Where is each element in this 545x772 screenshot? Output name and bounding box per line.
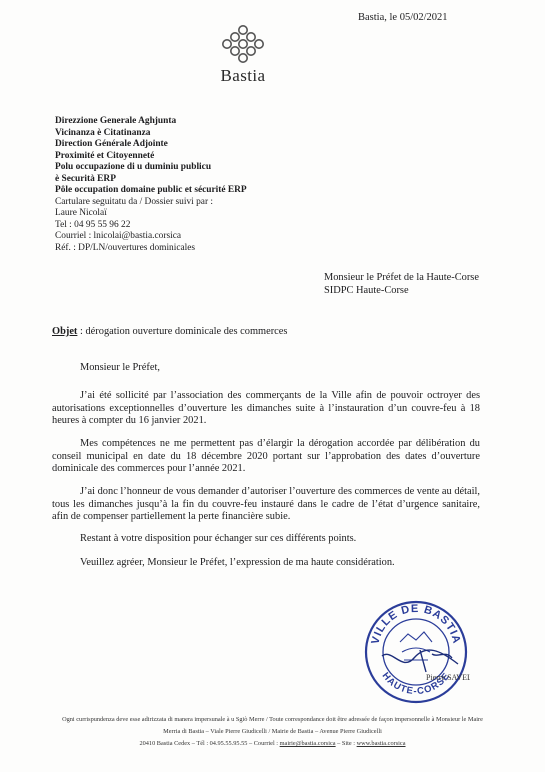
- letter-footer: [0, 714, 545, 750]
- sender-line: Direction Générale Adjointe: [55, 139, 168, 149]
- dossier-phone: Tel : 04 95 55 96 22: [55, 219, 131, 230]
- logo-wordmark: Bastia: [220, 66, 266, 85]
- subject-text: : dérogation ouverture dominicale des commerces: [77, 326, 288, 337]
- dossier-name: Laure Nicolaï: [55, 208, 107, 218]
- subject-label: Objet: [52, 326, 78, 337]
- dossier-reference: Réf. : DP/LN/ouvertures dominicales: [55, 242, 196, 253]
- footer-line: Merria di Bastia – Viale Pierre Giudicelli / Mairie de Bastia – Avenue Pierre Giudicelli: [163, 728, 382, 735]
- bastia-logo: [208, 24, 278, 94]
- salutation: Monsieur le Préfet,: [80, 362, 160, 373]
- body-paragraph: J’ai donc l’honneur de vous demander d’autoriser l’ouverture des commerces de vente au détail, tous les dimanches jusqu’à la fin du couvre-feu instauré dans le cadre de l’état d’urgence sanitaire, afin de compenser partiellement la perte financière subie.: [52, 486, 480, 523]
- body-paragraph: Veuillez agréer, Monsieur le Préfet, l’expression de ma haute considération.: [80, 557, 395, 568]
- sender-line: Direzzione Generale Aghjunta: [55, 116, 177, 126]
- sender-line: Proximité et Citoyenneté: [55, 150, 155, 161]
- subject-line: [52, 326, 287, 337]
- footer-line: 20410 Bastia Cedex – Tél : 04.95.55.95.55 – Courriel : mairie@bastia.corsica – Site : www.bastia.corsica: [139, 740, 406, 747]
- footer-website-link[interactable]: www.bastia.corsica: [356, 740, 406, 747]
- body-paragraph: Mes compétences ne me permettent pas d’élargir la dérogation accordée par délibération du conseil municipal en date du 18 décembre 2020 portant sur l’approbation des dates d’ouverture dominicale des commerces pour l’année 2021.: [52, 438, 480, 475]
- svg-text:Pierre SAVELLI: Pierre SAVEL: [426, 673, 470, 682]
- body-paragraph: Restant à votre disposition pour échanger sur ces différents points.: [80, 533, 357, 544]
- recipient-block: [324, 271, 479, 297]
- sender-line: è Securità ERP: [55, 173, 116, 184]
- recipient-line: Monsieur le Préfet de la Haute-Corse: [324, 272, 479, 283]
- dossier-email: Courriel : lnicolai@bastia.corsica: [55, 231, 182, 241]
- sender-line: Polu occupazione di u duminiu publicu: [55, 162, 212, 172]
- recipient-line: SIDPC Haute-Corse: [324, 285, 409, 296]
- sender-block: [55, 116, 247, 254]
- official-stamp-icon: [362, 588, 470, 714]
- footer-line: Ogni currispundenza deve esse adirizzata di manera impersunale à u Sgiò Merre / Toute correspondance doit être adressée de façon impersonnelle à Monsieur le Maire: [62, 716, 483, 723]
- body-paragraph: J’ai été sollicité par l’association des commerçants de la Ville afin de pouvoir octroyer des autorisations exceptionnelles d’ouverture les dimanches suite à l’instauration d’un couvre-feu à 18 heures à compter du 16 janvier 2021.: [52, 390, 480, 427]
- sender-line: Vicinanza è Citatinanza: [55, 127, 151, 138]
- sender-line: Pôle occupation domaine public et sécurité ERP: [55, 185, 247, 195]
- letter-date: Bastia, le 05/02/2021: [358, 12, 448, 23]
- svg-text:VILLE DE BASTIA: VILLE DE BASTIA: [369, 602, 463, 646]
- official-stamp: [362, 588, 470, 714]
- footer-email-link[interactable]: mairie@bastia.corsica: [279, 740, 336, 747]
- svg-text:HAUTE-CORSE: HAUTE-CORSE: [379, 670, 453, 698]
- dossier-label: Cartulare seguitatu da / Dossier suivi par :: [55, 196, 214, 207]
- bastia-knot-logo-icon: [220, 24, 266, 64]
